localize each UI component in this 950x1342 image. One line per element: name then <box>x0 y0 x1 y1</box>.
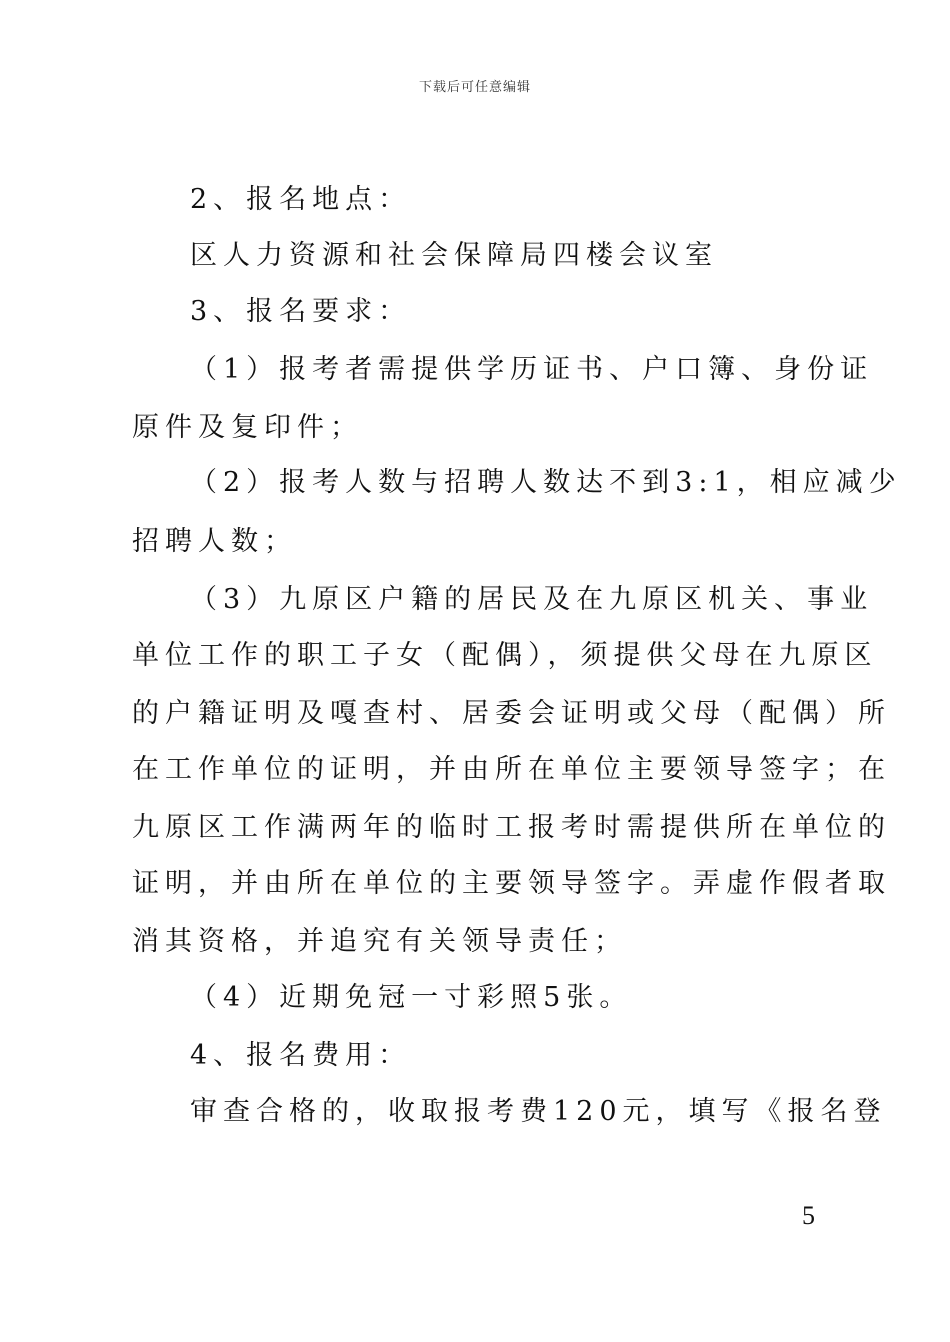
requirement-1-line-2: 原件及复印件； <box>132 412 363 443</box>
requirement-1-line-1: （1）报考者需提供学历证书、户口簿、身份证 <box>190 354 874 385</box>
requirement-3-line-2: 单位工作的职工子女（配偶），须提供父母在九原区 <box>132 640 878 671</box>
requirement-2-line-2: 招聘人数； <box>132 526 297 557</box>
section-3-heading: 3、报名要求： <box>190 296 412 327</box>
requirement-4: （4）近期免冠一寸彩照5张。 <box>190 982 633 1013</box>
requirement-3-line-1: （3）九原区户籍的居民及在九原区机关、事业 <box>190 584 874 615</box>
registration-location: 区人力资源和社会保障局四楼会议室 <box>190 240 718 271</box>
fee-line-1: 审查合格的，收取报考费120元，填写《报名登 <box>190 1096 887 1127</box>
section-4-heading: 4、报名费用： <box>190 1040 412 1071</box>
header-note: 下载后可任意编辑 <box>418 80 531 95</box>
requirement-3-line-6: 证明，并由所在单位的主要领导签字。弄虚作假者取 <box>132 868 891 899</box>
page-number: 5 <box>802 1201 815 1230</box>
requirement-3-line-3: 的户籍证明及嘎查村、居委会证明或父母（配偶）所 <box>132 698 891 729</box>
section-2-heading: 2、报名地点： <box>190 184 412 215</box>
requirement-3-line-4: 在工作单位的证明，并由所在单位主要领导签字；在 <box>132 754 891 785</box>
requirement-2-line-1: （2）报考人数与招聘人数达不到3:1，相应减少 <box>190 467 902 498</box>
requirement-3-line-5: 九原区工作满两年的临时工报考时需提供所在单位的 <box>132 812 891 843</box>
requirement-3-line-7: 消其资格，并追究有关领导责任； <box>132 926 627 957</box>
